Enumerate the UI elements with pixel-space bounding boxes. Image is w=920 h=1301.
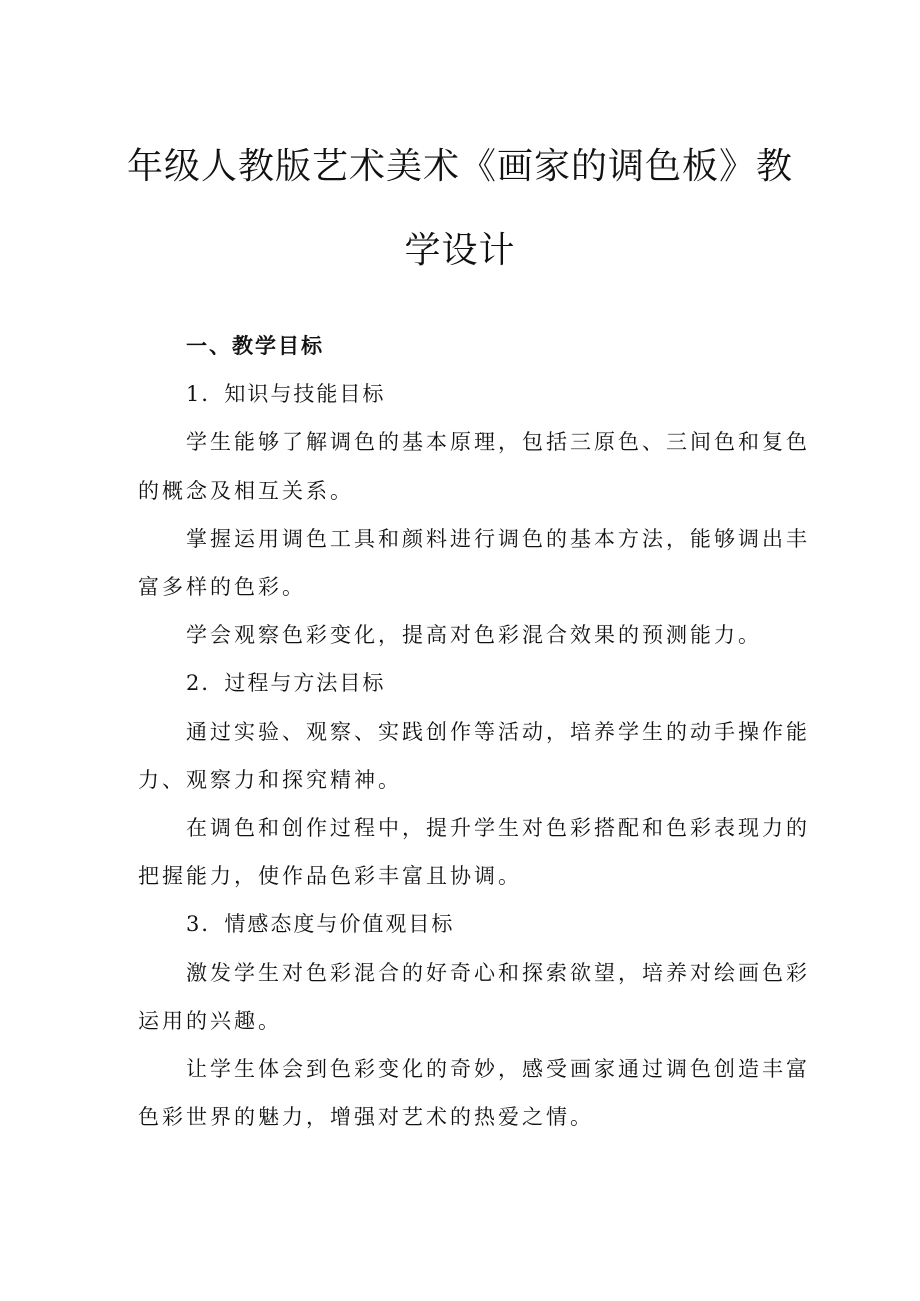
subheading-emotion-values: 3．情感态度与价值观目标 xyxy=(186,912,455,937)
paragraph-line: 的概念及相互关系。 xyxy=(138,478,354,503)
paragraph-line: 激发学生对色彩混合的好奇心和探索欲望，培养对绘画色彩 xyxy=(186,960,810,985)
subheading-knowledge-skills: 1．知识与技能目标 xyxy=(186,382,386,407)
paragraph-line: 力、观察力和探究精神。 xyxy=(138,767,402,792)
paragraph-line: 学生能够了解调色的基本原理，包括三原色、三间色和复色 xyxy=(186,430,810,455)
paragraph-line: 让学生体会到色彩变化的奇妙，感受画家通过调色创造丰富 xyxy=(186,1057,810,1082)
paragraph-line: 把握能力，使作品色彩丰富且协调。 xyxy=(138,864,522,889)
document-title-line-2: 学设计 xyxy=(404,230,516,271)
paragraph-line: 富多样的色彩。 xyxy=(138,575,306,600)
document-body xyxy=(138,322,810,1141)
paragraph-line: 学会观察色彩变化，提高对色彩混合效果的预测能力。 xyxy=(186,623,762,648)
paragraph-line: 在调色和创作过程中，提升学生对色彩搭配和色彩表现力的 xyxy=(186,816,810,841)
section-heading-teaching-goals: 一、教学目标 xyxy=(186,334,324,358)
paragraph-line: 掌握运用调色工具和颜料进行调色的基本方法，能够调出丰 xyxy=(186,526,810,551)
document-title-line-1: 年级人教版艺术美术《画家的调色板》教 xyxy=(126,146,793,187)
paragraph-line: 通过实验、观察、实践创作等活动，培养学生的动手操作能 xyxy=(186,719,810,744)
paragraph-line: 色彩世界的魅力，增强对艺术的热爱之情。 xyxy=(138,1105,594,1130)
subheading-process-methods: 2．过程与方法目标 xyxy=(186,671,386,696)
paragraph-line: 运用的兴趣。 xyxy=(138,1008,282,1033)
